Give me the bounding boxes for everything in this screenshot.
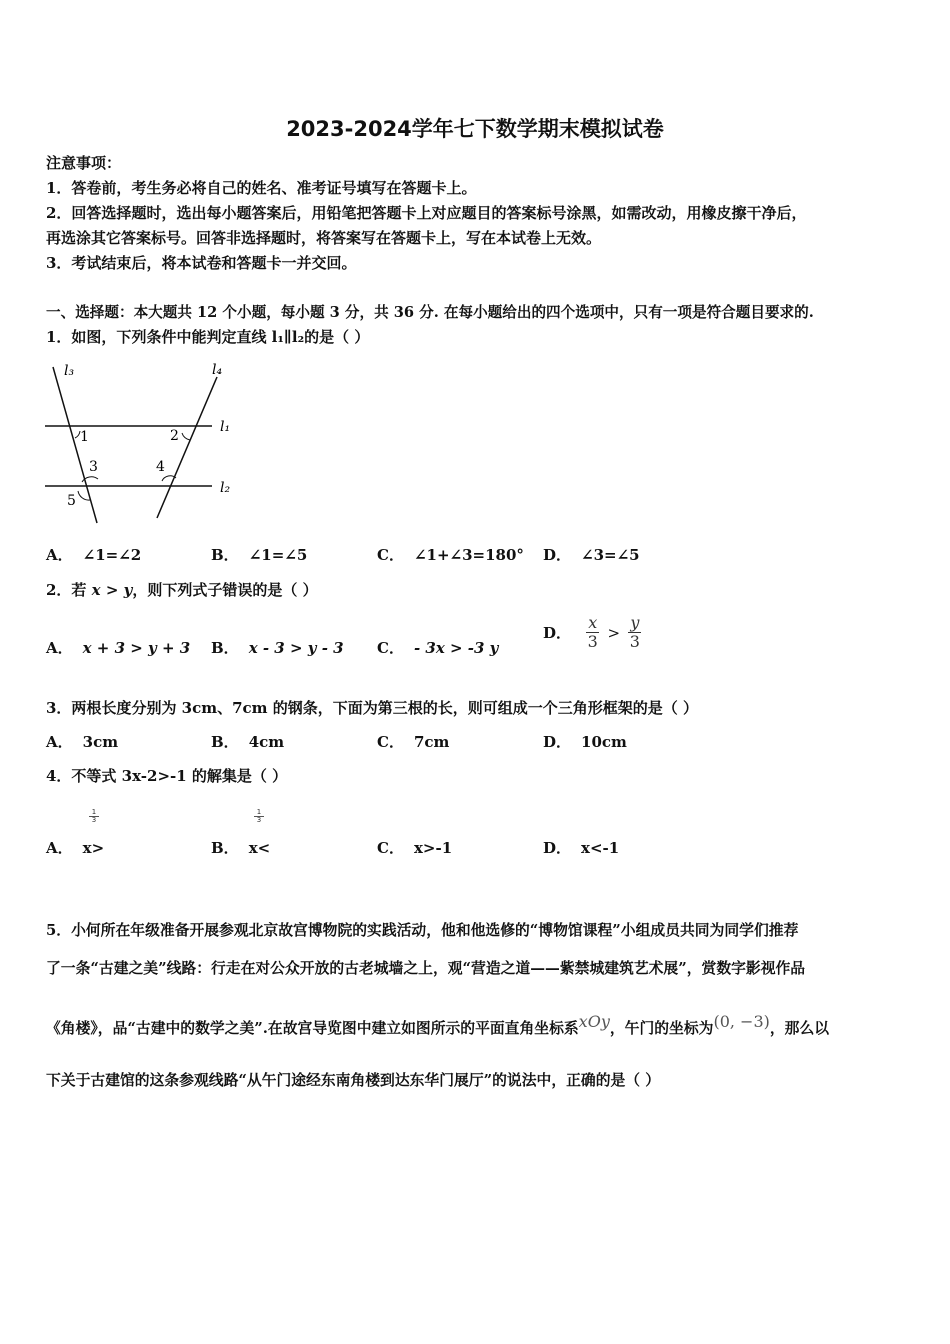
q5-line: 了一条“古建之美”线路：行走在对公众开放的古老城墙之上，观“营造之道——紫禁城建筑艺术展”，赏数字影视作品 bbox=[46, 960, 806, 977]
label-angle-1: 1 bbox=[80, 429, 89, 445]
q3-option-b: B． 4cm bbox=[211, 733, 285, 751]
q2-option-c: C． - 3x > -3 y bbox=[377, 639, 499, 657]
q3-option-c: C． 7cm bbox=[377, 733, 450, 751]
q4-b-fraction: 1 3 bbox=[254, 809, 264, 824]
q1-figure bbox=[40, 355, 240, 525]
q1-stem: 1．如图，下列条件中能判定直线 l₁∥l₂的是（ ） bbox=[46, 328, 370, 346]
page-title: 2023-2024学年七下数学期末模拟试卷 bbox=[286, 117, 664, 141]
q2-option-d: D． $\frac{x}{3}$ > $\frac{y}{3}$ bbox=[543, 613, 640, 651]
q3-option-a: A． 3cm bbox=[46, 733, 119, 751]
q1-option-d: D． ∠3=∠5 bbox=[543, 546, 640, 564]
q2-stem: 2．若 x > y，则下列式子错误的是（ ） bbox=[46, 581, 318, 599]
q5-line: 《角楼》，品“古建中的数学之美”.在故宫导览图中建立如图所示的平面直角坐标系xOy，午门的坐标为(0, −3)，那么以 bbox=[46, 1012, 830, 1037]
label-angle-3: 3 bbox=[89, 459, 98, 475]
line-l4 bbox=[157, 377, 217, 518]
notice-item: 3．考试结束后，将本试卷和答题卡一并交回。 bbox=[46, 254, 357, 272]
q4-option-d: D． x<-1 bbox=[543, 839, 620, 857]
label-angle-4: 4 bbox=[156, 459, 165, 475]
notice-item: 1．答卷前，考生务必将自己的姓名、准考证号填写在答题卡上。 bbox=[46, 179, 477, 197]
q4-option-c: C． x>-1 bbox=[377, 839, 453, 857]
q5-line: 5．小何所在年级准备开展参观北京故宫博物院的实践活动，他和他选修的“博物馆课程”小组成员共同为同学们推荐 bbox=[46, 922, 799, 939]
q2-option-a: A． x + 3 > y + 3 bbox=[46, 639, 191, 657]
section-heading: 一、选择题：本大题共 12 个小题，每小题 3 分，共 36 分. 在每小题给出的四个选项中，只有一项是符合题目要求的. bbox=[46, 304, 814, 321]
q4-option-a: A． x> bbox=[46, 839, 105, 857]
q3-option-d: D． 10cm bbox=[543, 733, 627, 751]
label-angle-5: 5 bbox=[67, 493, 76, 509]
q1-option-a: A． ∠1=∠2 bbox=[46, 546, 142, 564]
label-l1: l₁ bbox=[220, 419, 231, 435]
q1-option-b: B． ∠1=∠5 bbox=[211, 546, 308, 564]
notice-item: 再选涂其它答案标号。回答非选择题时，将答案写在答题卡上，写在本试卷上无效。 bbox=[46, 229, 602, 247]
label-l4: l₄ bbox=[212, 362, 223, 378]
fraction: $\frac{y}{3}$ bbox=[629, 613, 640, 651]
q4-stem: 4．不等式 3x-2>-1 的解集是（ ） bbox=[46, 767, 288, 785]
label-l2: l₂ bbox=[220, 480, 231, 496]
q1-option-c: C． ∠1+∠3=180° bbox=[377, 546, 524, 564]
q4-option-b: B． x< bbox=[211, 839, 271, 857]
label-l3: l₃ bbox=[64, 363, 75, 379]
notice-item: 2．回答选择题时，选出每小题答案后，用铅笔把答题卡上对应题目的答案标号涂黑，如需改动，用橡皮擦干净后， bbox=[46, 204, 807, 222]
q2-option-b: B． x - 3 > y - 3 bbox=[211, 639, 344, 657]
notice-heading: 注意事项： bbox=[46, 154, 122, 172]
angle-arc-2 bbox=[182, 433, 190, 440]
q5-line: 下关于古建馆的这条参观线路“从午门途经东南角楼到达东华门展厅”的说法中，正确的是（ ） bbox=[46, 1072, 661, 1089]
q4-a-fraction: 1 3 bbox=[89, 809, 99, 824]
q3-stem: 3．两根长度分别为 3cm、7cm 的钢条，下面为第三根的长，则可组成一个三角形框架的是（ ） bbox=[46, 699, 698, 717]
fraction: $\frac{x}{3}$ bbox=[587, 613, 598, 651]
label-angle-2: 2 bbox=[170, 428, 179, 444]
